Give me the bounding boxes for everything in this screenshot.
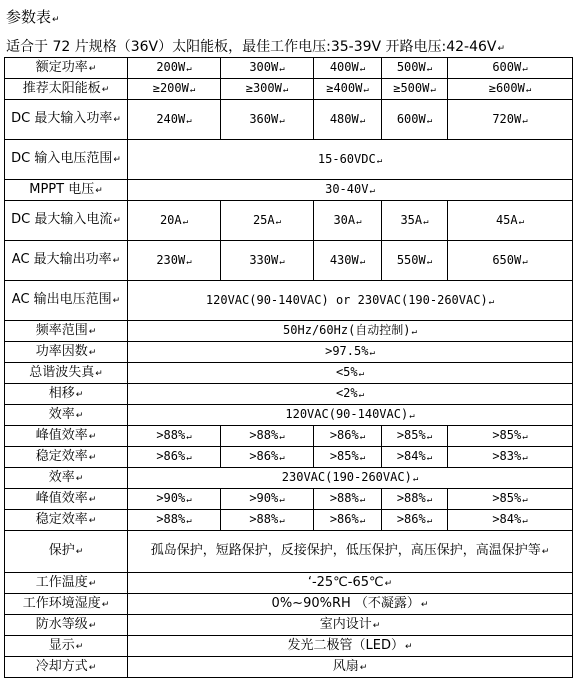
paragraph-mark: ↵ [522, 453, 528, 463]
page-subtitle: 适合于 72 片规格（36V）太阳能板，最佳工作电压:35-39V 开路电压:42-46V↵ [6, 39, 506, 55]
paragraph-mark: ↵ [95, 368, 103, 379]
paragraph-mark: ↵ [525, 85, 532, 95]
table-cell: 600W↵ [382, 100, 448, 140]
paragraph-mark: ↵ [279, 453, 285, 463]
table-cell: 230VAC(190-260VAC)↵ [128, 468, 573, 489]
table-cell: 330W↵ [221, 241, 314, 281]
table-cell: 720W↵ [448, 100, 573, 140]
paragraph-mark: ↵ [186, 495, 192, 505]
table-row [5, 447, 573, 468]
paragraph-mark: ↵ [279, 516, 285, 526]
paragraph-mark: ↵ [372, 620, 381, 631]
paragraph-mark: ↵ [359, 432, 366, 442]
paragraph-mark: ↵ [359, 495, 366, 505]
table-cell: ≥200W↵ [128, 79, 221, 100]
table-cell: 45A↵ [448, 201, 573, 241]
paragraph-mark: ↵ [88, 326, 97, 337]
table-cell: 230W↵ [128, 241, 221, 281]
paragraph-mark: ↵ [112, 256, 121, 266]
paragraph-mark: ↵ [75, 473, 84, 484]
row-label-display: 显示↵ [5, 636, 128, 657]
row-label-power-factor: 功率因数↵ [5, 342, 128, 363]
paragraph-mark: ↵ [369, 348, 375, 358]
paragraph-mark: ↵ [358, 369, 365, 379]
paragraph-mark: ↵ [488, 296, 495, 307]
paragraph-mark: ↵ [75, 410, 84, 421]
paragraph-mark: ↵ [363, 85, 369, 95]
table-cell: >85%↵ [448, 426, 573, 447]
paragraph-mark: ↵ [426, 64, 433, 74]
paragraph-mark: ↵ [412, 474, 419, 484]
row-label-ac-max-output-power: AC 最大输出功率↵ [5, 241, 128, 281]
paragraph-mark: ↵ [279, 115, 285, 126]
paragraph-mark: ↵ [113, 115, 121, 125]
table-cell: ≥600W↵ [448, 79, 573, 100]
row-label-recommended-panel: 推荐太阳能板↵ [5, 79, 128, 100]
table-cell: >85%↵ [448, 489, 573, 510]
table-cell: >85%↵ [314, 447, 382, 468]
paragraph-mark: ↵ [426, 453, 433, 463]
table-cell: >86%↵ [314, 426, 382, 447]
table-cell: 0%~90%RH （不凝露）↵ [128, 594, 573, 615]
table-row [5, 384, 573, 405]
row-label-waterproof: 防水等级↵ [5, 615, 128, 636]
paragraph-mark: ↵ [186, 256, 192, 267]
row-label-stable-eff-120: 稳定效率↵ [5, 447, 128, 468]
table-row [5, 636, 573, 657]
table-cell: 室内设计↵ [128, 615, 573, 636]
row-label-peak-eff-230: 峰值效率↵ [5, 489, 128, 510]
paragraph-mark: ↵ [88, 431, 97, 442]
table-row [5, 281, 573, 321]
paragraph-mark: ↵ [384, 578, 393, 589]
paragraph-mark: ↵ [359, 453, 366, 463]
paragraph-mark: ↵ [101, 599, 110, 610]
paragraph-mark: ↵ [186, 432, 192, 442]
paragraph-mark: ↵ [376, 155, 383, 166]
paragraph-mark: ↵ [359, 516, 366, 526]
table-cell: ≥400W↵ [314, 79, 382, 100]
table-row [5, 615, 573, 636]
row-label-frequency-range: 频率范围↵ [5, 321, 128, 342]
table-cell: >88%↵ [221, 426, 314, 447]
paragraph-mark: ↵ [95, 185, 103, 196]
table-cell: 50Hz/60Hz(自动控制)↵ [128, 321, 573, 342]
paragraph-mark: ↵ [189, 85, 196, 95]
table-cell: 240W↵ [128, 100, 221, 140]
table-cell: >84%↵ [382, 447, 448, 468]
table-row [5, 405, 573, 426]
row-label-mppt-voltage: MPPT 电压↵ [5, 180, 128, 201]
row-label-operating-humidity: 工作环境湿度↵ [5, 594, 128, 615]
table-row [5, 140, 573, 180]
table-row [5, 58, 573, 79]
paragraph-mark: ↵ [88, 578, 97, 589]
paragraph-mark: ↵ [88, 620, 97, 631]
paragraph-mark: ↵ [88, 347, 97, 358]
paragraph-mark: ↵ [426, 432, 433, 442]
table-row [5, 594, 573, 615]
table-cell: 风扇↵ [128, 657, 573, 678]
spec-table [4, 57, 573, 678]
table-cell: >88%↵ [128, 510, 221, 531]
table-cell: >90%↵ [128, 489, 221, 510]
row-label-protection: 保护↵ [5, 531, 128, 573]
paragraph-mark: ↵ [522, 115, 528, 126]
table-cell: 480W↵ [314, 100, 382, 140]
paragraph-mark: ↵ [279, 64, 285, 74]
row-label-thd: 总谐波失真↵ [5, 363, 128, 384]
paragraph-mark: ↵ [75, 547, 84, 557]
table-cell: 300W↵ [221, 58, 314, 79]
table-cell: >86%↵ [128, 447, 221, 468]
table-cell: 600W↵ [448, 58, 573, 79]
paragraph-mark: ↵ [356, 216, 362, 227]
table-cell: >88%↵ [221, 510, 314, 531]
paragraph-mark: ↵ [101, 84, 110, 95]
table-row [5, 79, 573, 100]
row-label-efficiency-230: 效率↵ [5, 468, 128, 489]
table-cell: ‘-25℃-65℃↵ [128, 573, 573, 594]
table-cell: >86%↵ [382, 510, 448, 531]
row-label-phase-shift: 相移↵ [5, 384, 128, 405]
paragraph-mark: ↵ [409, 411, 415, 421]
paragraph-mark: ↵ [404, 641, 413, 652]
table-row [5, 201, 573, 241]
table-cell: >83%↵ [448, 447, 573, 468]
table-row [5, 321, 573, 342]
paragraph-mark: ↵ [359, 115, 366, 126]
table-cell: 120VAC(90-140VAC) or 230VAC(190-260VAC)↵ [128, 281, 573, 321]
paragraph-mark: ↵ [423, 216, 429, 227]
table-cell: >97.5%↵ [128, 342, 573, 363]
table-cell: >86%↵ [221, 447, 314, 468]
table-cell: ≥500W↵ [382, 79, 448, 100]
table-row [5, 573, 573, 594]
paragraph-mark: ↵ [112, 296, 121, 306]
row-label-stable-eff-230: 稳定效率↵ [5, 510, 128, 531]
paragraph-mark: ↵ [359, 662, 368, 673]
row-label-dc-max-input-current: DC 最大输入电流↵ [5, 201, 128, 241]
table-cell: >88%↵ [314, 489, 382, 510]
table-row [5, 363, 573, 384]
table-cell: >86%↵ [314, 510, 382, 531]
paragraph-mark: ↵ [522, 516, 528, 526]
paragraph-mark: ↵ [426, 516, 433, 526]
paragraph-mark: ↵ [186, 516, 192, 526]
table-row [5, 426, 573, 447]
table-cell: <5%↵ [128, 363, 573, 384]
table-cell: 650W↵ [448, 241, 573, 281]
paragraph-mark: ↵ [358, 390, 365, 400]
table-cell: 25A↵ [221, 201, 314, 241]
table-cell: 30-40V↵ [128, 180, 573, 201]
row-label-ac-output-voltage-range: AC 输出电压范围↵ [5, 281, 128, 321]
paragraph-mark: ↵ [113, 216, 121, 226]
paragraph-mark: ↵ [426, 115, 433, 126]
table-cell: 200W↵ [128, 58, 221, 79]
paragraph-mark: ↵ [186, 64, 192, 74]
table-row [5, 241, 573, 281]
paragraph-mark: ↵ [522, 495, 528, 505]
table-cell: 430W↵ [314, 241, 382, 281]
row-label-operating-temp: 工作温度↵ [5, 573, 128, 594]
paragraph-mark: ↵ [541, 547, 550, 557]
table-row [5, 657, 573, 678]
paragraph-mark: ↵ [522, 256, 528, 267]
paragraph-mark: ↵ [279, 432, 285, 442]
table-cell: 发光二极管（LED）↵ [128, 636, 573, 657]
table-cell: ≥300W↵ [221, 79, 314, 100]
table-cell: 360W↵ [221, 100, 314, 140]
paragraph-mark: ↵ [186, 115, 192, 126]
paragraph-mark: ↵ [275, 216, 282, 227]
paragraph-mark: ↵ [88, 63, 97, 74]
paragraph-mark: ↵ [88, 515, 97, 526]
table-row [5, 531, 573, 573]
paragraph-mark: ↵ [75, 389, 84, 400]
paragraph-mark: ↵ [426, 495, 433, 505]
row-label-efficiency-120: 效率↵ [5, 405, 128, 426]
row-label-cooling: 冷却方式↵ [5, 657, 128, 678]
table-cell: >88%↵ [128, 426, 221, 447]
table-cell: <2%↵ [128, 384, 573, 405]
paragraph-mark: ↵ [75, 641, 84, 652]
table-cell: 30A↵ [314, 201, 382, 241]
paragraph-mark: ↵ [88, 662, 97, 673]
paragraph-mark: ↵ [430, 85, 436, 95]
paragraph-mark: ↵ [369, 186, 375, 196]
table-cell: 35A↵ [382, 201, 448, 241]
table-cell: 孤岛保护，短路保护，反接保护，低压保护，高压保护，高温保护等↵ [128, 531, 573, 573]
paragraph-mark: ↵ [88, 494, 97, 505]
table-cell: 500W↵ [382, 58, 448, 79]
table-cell: >85%↵ [382, 426, 448, 447]
paragraph-mark: ↵ [359, 256, 366, 267]
paragraph-mark: ↵ [359, 64, 366, 74]
paragraph-mark: ↵ [279, 495, 285, 505]
paragraph-mark: ↵ [88, 452, 97, 463]
page-title: 参数表↵ [6, 8, 60, 26]
table-row [5, 489, 573, 510]
table-cell: 20A↵ [128, 201, 221, 241]
paragraph-mark: ↵ [522, 64, 528, 74]
table-row [5, 342, 573, 363]
table-cell: 15-60VDC↵ [128, 140, 573, 180]
paragraph-mark: ↵ [186, 453, 192, 463]
table-row [5, 510, 573, 531]
paragraph-mark: ↵ [279, 256, 285, 267]
row-label-dc-input-voltage-range: DC 输入电压范围↵ [5, 140, 128, 180]
table-cell: 400W↵ [314, 58, 382, 79]
table-cell: >90%↵ [221, 489, 314, 510]
row-label-rated-power: 额定功率↵ [5, 58, 128, 79]
table-cell: >84%↵ [448, 510, 573, 531]
row-label-peak-eff-120: 峰值效率↵ [5, 426, 128, 447]
table-cell: 550W↵ [382, 241, 448, 281]
paragraph-mark: ↵ [182, 216, 189, 227]
paragraph-mark: ↵ [522, 432, 528, 442]
row-label-dc-max-input-power: DC 最大输入功率↵ [5, 100, 128, 140]
paragraph-mark: ↵ [420, 599, 429, 610]
paragraph-mark: ↵ [411, 327, 417, 337]
table-row [5, 100, 573, 140]
table-cell: >88%↵ [382, 489, 448, 510]
table-cell: 120VAC(90-140VAC)↵ [128, 405, 573, 426]
paragraph-mark: ↵ [426, 256, 433, 267]
table-row [5, 468, 573, 489]
paragraph-mark: ↵ [518, 216, 525, 227]
paragraph-mark: ↵ [113, 155, 121, 165]
paragraph-mark: ↵ [282, 85, 289, 95]
table-row [5, 180, 573, 201]
